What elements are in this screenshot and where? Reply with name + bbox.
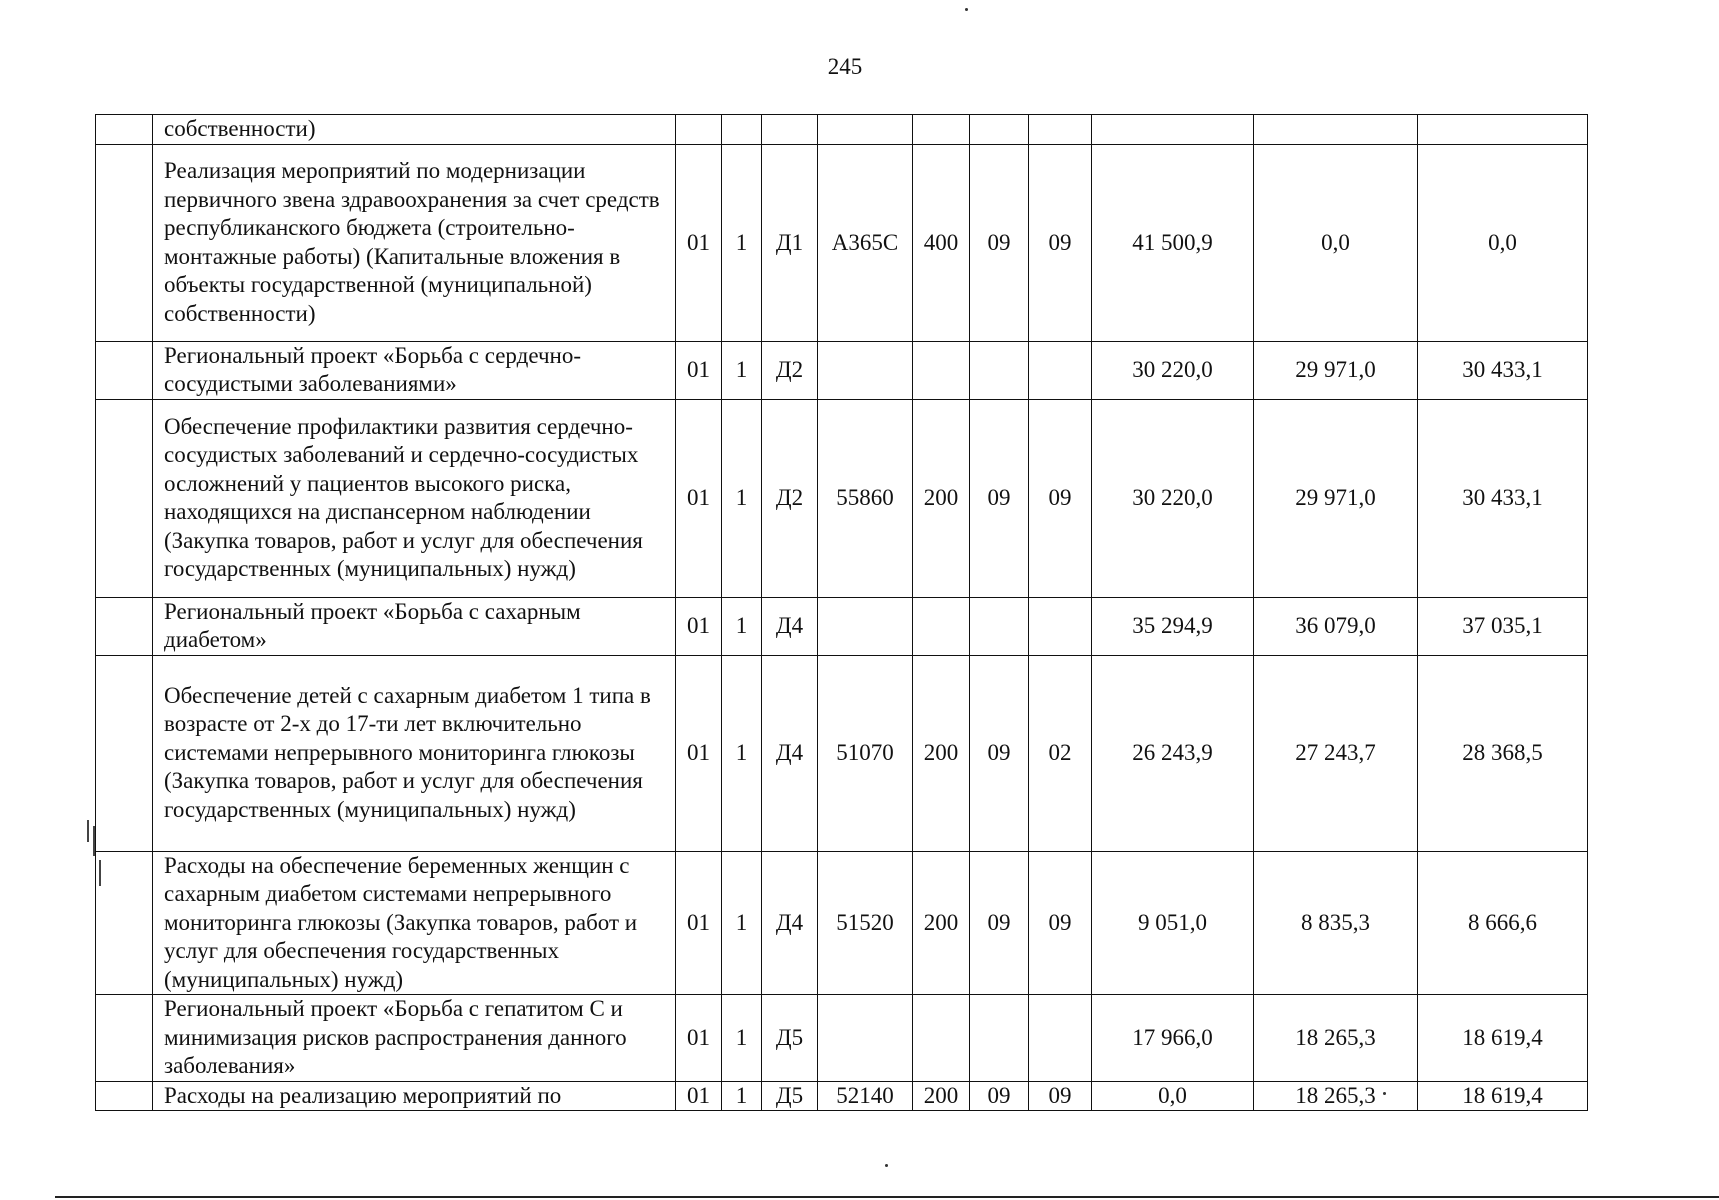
expense-type-code: 200 <box>913 655 970 851</box>
amount-year-1: 35 294,9 <box>1092 597 1254 655</box>
amount-year-1: 26 243,9 <box>1092 655 1254 851</box>
amount-year-2: 36 079,0 <box>1254 597 1418 655</box>
direction-code <box>818 115 913 145</box>
direction-code: А365С <box>818 144 913 341</box>
item-name: Региональный проект «Борьба с гепатитом С и минимизация рисков распространения данного заболевания» <box>153 995 676 1082</box>
table-row <box>96 851 1588 995</box>
scan-speck <box>1383 1092 1386 1095</box>
program-code: 01 <box>676 341 722 399</box>
expense-type-code <box>913 115 970 145</box>
section-code: 09 <box>970 851 1029 995</box>
item-name: Региональный проект «Борьба с сердечно-сосудистыми заболеваниями» <box>153 341 676 399</box>
amount-year-2: 29 971,0 <box>1254 399 1418 597</box>
amount-year-3 <box>1418 115 1588 145</box>
amount-year-2: 18 265,3 <box>1254 995 1418 1082</box>
scan-speck <box>885 1164 888 1167</box>
table-row <box>96 399 1588 597</box>
section-code <box>970 115 1029 145</box>
item-name: Обеспечение детей с сахарным диабетом 1 типа в возрасте от 2-х до 17-ти лет включительно системами непрерывного мониторинга глюкозы (Закупка товаров, работ и услуг для обеспечения государственных (муниципальных) нужд) <box>153 655 676 851</box>
direction-code: 51520 <box>818 851 913 995</box>
scan-bottom-edge <box>55 1196 1719 1198</box>
item-name: Расходы на обеспечение беременных женщин с сахарным диабетом системами непрерывного мониторинга глюкозы (Закупка товаров, работ и услуг для обеспечения государственных (муниципальных) нужд) <box>153 851 676 995</box>
item-name: Обеспечение профилактики развития сердечно-сосудистых заболеваний и сердечно-сосудистых осложнений у пациентов высокого риска, находящихся на диспансерном наблюдении (Закупка товаров, работ и услуг для обеспечения государственных (муниципальных) нужд) <box>153 399 676 597</box>
project-code <box>762 115 818 145</box>
amount-year-2 <box>1254 115 1418 145</box>
subprogram-code: 1 <box>722 399 762 597</box>
section-code: 09 <box>970 144 1029 341</box>
project-code: Д4 <box>762 655 818 851</box>
section-code: 09 <box>970 399 1029 597</box>
item-name: Расходы на реализацию мероприятий по <box>153 1081 676 1111</box>
project-code: Д2 <box>762 341 818 399</box>
amount-year-3: 37 035,1 <box>1418 597 1588 655</box>
amount-year-1: 30 220,0 <box>1092 341 1254 399</box>
table-row <box>96 1081 1588 1111</box>
index-cell <box>96 399 153 597</box>
subsection-code: 09 <box>1029 851 1092 995</box>
table-row <box>96 144 1588 341</box>
subprogram-code: 1 <box>722 597 762 655</box>
subsection-code <box>1029 115 1092 145</box>
section-code <box>970 341 1029 399</box>
amount-year-1: 30 220,0 <box>1092 399 1254 597</box>
direction-code: 51070 <box>818 655 913 851</box>
subprogram-code: 1 <box>722 1081 762 1111</box>
subprogram-code: 1 <box>722 655 762 851</box>
direction-code <box>818 341 913 399</box>
subsection-code <box>1029 597 1092 655</box>
scan-speck <box>965 8 968 11</box>
index-cell <box>96 144 153 341</box>
index-cell <box>96 341 153 399</box>
amount-year-1: 0,0 <box>1092 1081 1254 1111</box>
subsection-code <box>1029 995 1092 1082</box>
subsection-code: 09 <box>1029 1081 1092 1111</box>
index-cell <box>96 597 153 655</box>
amount-year-2: 18 265,3 <box>1254 1081 1418 1111</box>
budget-table <box>95 114 1588 1111</box>
amount-year-3: 8 666,6 <box>1418 851 1588 995</box>
expense-type-code: 400 <box>913 144 970 341</box>
index-cell <box>96 995 153 1082</box>
section-code: 09 <box>970 1081 1029 1111</box>
page-number: 245 <box>827 54 863 79</box>
amount-year-2: 29 971,0 <box>1254 341 1418 399</box>
project-code: Д4 <box>762 597 818 655</box>
amount-year-3: 28 368,5 <box>1418 655 1588 851</box>
expense-type-code: 200 <box>913 851 970 995</box>
amount-year-2: 0,0 <box>1254 144 1418 341</box>
item-name: собственности) <box>153 115 676 145</box>
table-row <box>96 115 1588 145</box>
table-row <box>96 341 1588 399</box>
direction-code <box>818 597 913 655</box>
program-code: 01 <box>676 851 722 995</box>
expense-type-code: 200 <box>913 1081 970 1111</box>
subprogram-code: 1 <box>722 851 762 995</box>
section-code <box>970 597 1029 655</box>
subprogram-code <box>722 115 762 145</box>
project-code: Д2 <box>762 399 818 597</box>
direction-code: 55860 <box>818 399 913 597</box>
program-code: 01 <box>676 655 722 851</box>
subsection-code: 02 <box>1029 655 1092 851</box>
project-code: Д1 <box>762 144 818 341</box>
subsection-code: 09 <box>1029 399 1092 597</box>
table-row <box>96 655 1588 851</box>
item-name: Реализация мероприятий по модернизации первичного звена здравоохранения за счет средств республиканского бюджета (строительно-монтажные работы) (Капитальные вложения в объекты государственной (муниципальной) собственности) <box>153 144 676 341</box>
item-name: Региональный проект «Борьба с сахарным диабетом» <box>153 597 676 655</box>
program-code: 01 <box>676 144 722 341</box>
subprogram-code: 1 <box>722 144 762 341</box>
program-code: 01 <box>676 399 722 597</box>
amount-year-2: 27 243,7 <box>1254 655 1418 851</box>
program-code: 01 <box>676 995 722 1082</box>
project-code: Д5 <box>762 995 818 1082</box>
program-code <box>676 115 722 145</box>
amount-year-3: 18 619,4 <box>1418 995 1588 1082</box>
index-cell <box>96 1081 153 1111</box>
project-code: Д4 <box>762 851 818 995</box>
amount-year-3: 30 433,1 <box>1418 341 1588 399</box>
table-row <box>96 995 1588 1082</box>
amount-year-3: 0,0 <box>1418 144 1588 341</box>
subprogram-code: 1 <box>722 995 762 1082</box>
scan-margin-marks <box>85 820 105 900</box>
amount-year-1: 41 500,9 <box>1092 144 1254 341</box>
table-row <box>96 597 1588 655</box>
amount-year-1 <box>1092 115 1254 145</box>
amount-year-3: 30 433,1 <box>1418 399 1588 597</box>
direction-code: 52140 <box>818 1081 913 1111</box>
subprogram-code: 1 <box>722 341 762 399</box>
expense-type-code <box>913 597 970 655</box>
index-cell <box>96 115 153 145</box>
amount-year-3: 18 619,4 <box>1418 1081 1588 1111</box>
amount-year-1: 9 051,0 <box>1092 851 1254 995</box>
amount-year-2: 8 835,3 <box>1254 851 1418 995</box>
section-code: 09 <box>970 655 1029 851</box>
direction-code <box>818 995 913 1082</box>
expense-type-code: 200 <box>913 399 970 597</box>
expense-type-code <box>913 995 970 1082</box>
amount-year-1: 17 966,0 <box>1092 995 1254 1082</box>
section-code <box>970 995 1029 1082</box>
project-code: Д5 <box>762 1081 818 1111</box>
subsection-code <box>1029 341 1092 399</box>
program-code: 01 <box>676 597 722 655</box>
expense-type-code <box>913 341 970 399</box>
program-code: 01 <box>676 1081 722 1111</box>
subsection-code: 09 <box>1029 144 1092 341</box>
